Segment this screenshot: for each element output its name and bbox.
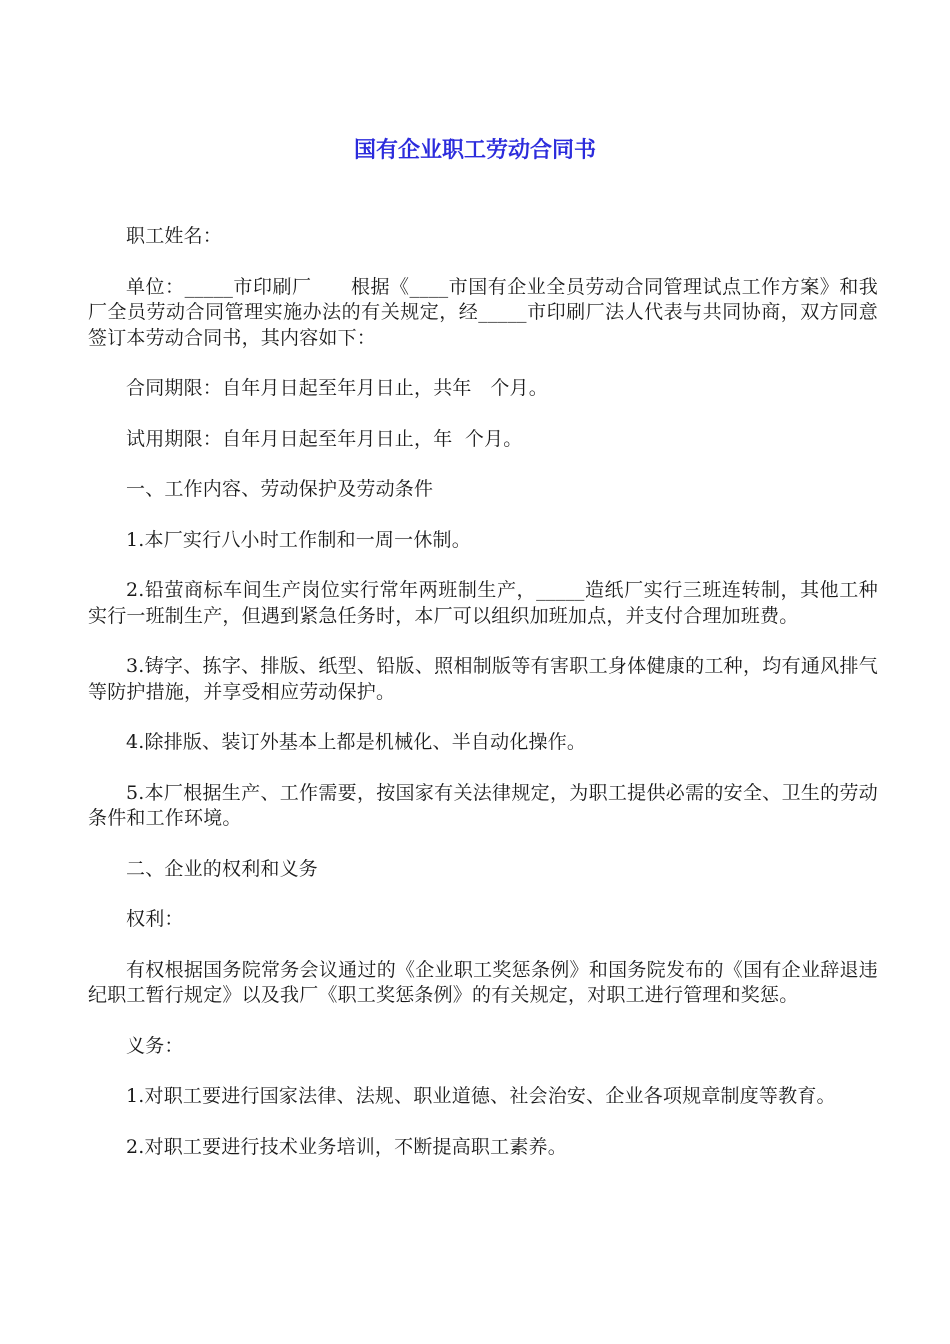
list-item: 4.除排版、装订外基本上都是机械化、半自动化操作。 bbox=[126, 731, 587, 753]
paragraph-preamble: 单位：_____市印刷厂 根据《____市国有企业全员劳动合同管理试点工作方案》和我厂全员劳动合同管理实施办法的有关规定，经_____市印刷厂法人代表与共同协商，双方同意签订本劳动合同书，其内容如下： bbox=[88, 275, 878, 349]
list-item: 1.本厂实行八小时工作制和一周一休制。 bbox=[126, 528, 471, 551]
list-item: 2.对职工要进行技术业务培训，不断提高职工素养。 bbox=[126, 1135, 567, 1158]
document-body bbox=[88, 224, 878, 1185]
paragraph-rights-detail: 有权根据国务院常务会议通过的《企业职工奖惩条例》和国务院发布的《国有企业辞退违纪职工暂行规定》以及我厂《职工奖惩条例》的有关规定，对职工进行管理和奖惩。 bbox=[88, 958, 878, 1006]
list-item: 5.本厂根据生产、工作需要，按国家有关法律规定，为职工提供必需的安全、卫生的劳动条件和工作环境。 bbox=[88, 781, 878, 829]
paragraph-employee-name: 职工姓名： bbox=[126, 225, 223, 247]
list-item: 2.铅萤商标车间生产岗位实行常年两班制生产，_____造纸厂实行三班连转制，其他工种实行一班制生产，但遇到紧急任务时，本厂可以组织加班加点，并支付合理加班费。 bbox=[88, 579, 878, 627]
section-heading-rights-obligations: 二、企业的权利和义务 bbox=[126, 857, 319, 880]
paragraph-contract-term: 合同期限：自年月日起至年月日止，共年 个月。 bbox=[126, 377, 548, 399]
document-title: 国有企业职工劳动合同书 bbox=[353, 138, 596, 163]
subheading-obligations: 义务： bbox=[126, 1034, 184, 1057]
list-item: 1.对职工要进行国家法律、法规、职业道德、社会治安、企业各项规章制度等教育。 bbox=[126, 1085, 836, 1107]
section-heading-work-conditions: 一、工作内容、劳动保护及劳动条件 bbox=[126, 478, 434, 500]
paragraph-probation-term: 试用期限：自年月日起至年月日止，年 个月。 bbox=[126, 427, 523, 450]
subheading-rights: 权利： bbox=[126, 908, 184, 930]
list-item: 3.铸字、拣字、排版、纸型、铅版、照相制版等有害职工身体健康的工种，均有通风排气等防护措施，并享受相应劳动保护。 bbox=[88, 655, 878, 703]
